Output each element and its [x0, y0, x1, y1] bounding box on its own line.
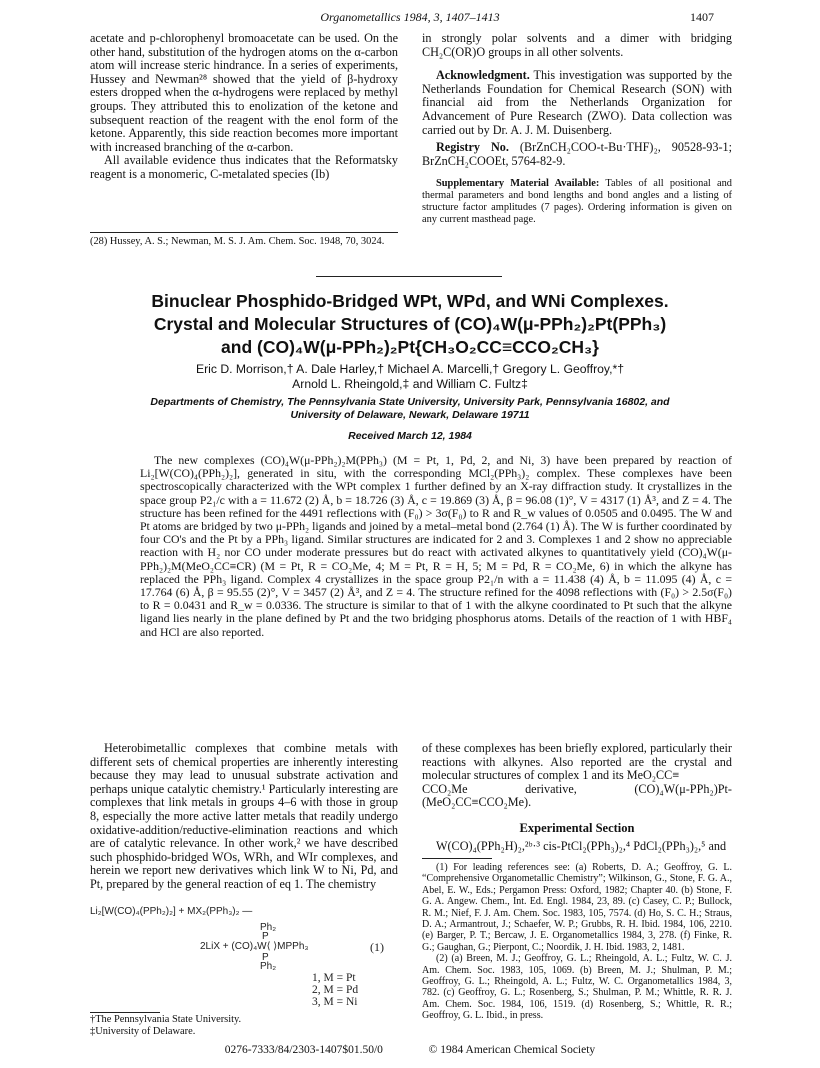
compound-1: 1, M = Pt	[312, 972, 356, 984]
footnote-28: (28) Hussey, A. S.; Newman, M. S. J. Am. Chem. Soc. 1948, 70, 3024.	[90, 236, 385, 247]
ack-heading: Acknowledgment.	[436, 68, 530, 83]
paragraph: of these complexes has been briefly explored, particularly their reactions with alkynes. Also reported are the crystal and molecular structures of complex 1 and its MeO₂CC≡	[422, 741, 732, 783]
scheme-ph2-top: Ph₂	[260, 922, 277, 933]
registry-heading: Registry No.	[436, 140, 509, 155]
footer	[0, 1044, 820, 1056]
affiliations	[80, 396, 740, 422]
abstract	[140, 454, 732, 639]
text: CCO₂Me	[422, 781, 468, 796]
scheme-p-bot: P	[262, 952, 269, 963]
compound-2: 2, M = Pd	[312, 984, 359, 996]
text: (CO)₄W(μ-PPh₂)Pt-	[634, 781, 732, 796]
authors-line-1: Eric D. Morrison,† A. Dale Harley,† Michael A. Marcelli,† Gregory L. Geoffroy,*†	[195, 362, 625, 376]
top-right-column	[422, 32, 732, 226]
copyright: © 1984 American Chemical Society	[428, 1044, 596, 1056]
title-line-2: Crystal and Molecular Structures of (CO)₄W(μ-PPh₂)₂Pt(PPh₃)	[153, 314, 667, 334]
footnote-psu: †The Pennsylvania State University.	[90, 1014, 242, 1025]
experimental-text: W(CO)₄(PPh₂H)₂,²ᵇ·³ cis-PtCl₂(PPh₃)₂,⁴ PdCl₂(PPh₃)₂,⁵ and	[436, 838, 727, 853]
compound-list	[312, 972, 358, 1008]
acknowledgment	[422, 69, 732, 137]
paragraph-line: (MeO₂CC≡CCO₂Me).	[422, 795, 532, 810]
experimental-heading: Experimental Section	[519, 820, 635, 835]
affil-line-2: University of Delaware, Newark, Delaware 19711	[290, 409, 530, 421]
article-title	[60, 290, 760, 359]
paragraph: All available evidence thus indicates that the Reformatsky reagent is a monomeric, C-metalated species (Ib)	[90, 153, 398, 181]
ack-text: This investigation was supported by the Netherlands Foundation for Chemical Research (SON) with financial aid from the Netherlands Organization for Advancement of Pure Research (ZWO). Data collection was carried out by Dr. A. J. M. Duisenberg.	[422, 68, 732, 137]
scheme-p-top: P	[262, 931, 269, 942]
title-line-1: Binuclear Phosphido-Bridged WPt, WPd, and WNi Complexes.	[151, 291, 669, 311]
intro-paragraph: Heterobimetallic complexes that combine metals with different sets of chemical properties are inherently interesting because they may lead to unusual substrate activation and perhaps unique catalytic chemistry.¹ Particularly interesting are complexes that link metals in groups 4–6 with those in group 8, especially the more active latter metals that readily undergo oxidative-addition/reductive-elimination reactions and which are of catalytic relevance. In other work,² we have described such phosphido-bridged WOs, WRh, and WIr complexes, and herein we report new derivatives which link W to Ni, Pd, and Pt, prepared by the general reaction of eq 1. The chemistry	[90, 741, 398, 891]
scheme-products: 2LiX + (CO)₄W⟨ ⟩MPPh₃	[200, 941, 309, 952]
body-right-column	[422, 742, 732, 853]
registry	[422, 141, 732, 168]
paragraph: in strongly polar solvents and a dimer with bridging CH₂C(OR)O groups in all other solvents.	[422, 31, 732, 59]
authors-line-2: Arnold L. Rheingold,‡ and William C. Fultz‡	[292, 377, 528, 391]
paragraph: acetate and p-chlorophenyl bromoacetate can be used. On the other hand, substitution of the hydrogen atoms on the α-carbon atom will increase steric hindrance. In a series of experiments, Hussey and Newman²⁸ showed that the yield of β-hydroxy esters dropped when the α-hydrogens were replaced by methyl groups. They attributed this to enolization of the ketone and subsequent reaction of the reagent with the enol form of the ketone. Apparently, this side reaction becomes more important with increased branching of the α-carbon.	[90, 31, 398, 154]
reference-2: (2) (a) Breen, M. J.; Geoffroy, G. L.; Rheingold, A. L.; Fultz, W. C. J. Am. Chem. Soc. 1983, 105, 1069. (b) Breen, M. J.; Shulman, P. M.; Geoffroy, G. L.; Rheingold, A. L.; Fultz, W. C. Organometallics 1984, 3, 782. (c) Geoffroy, G. L.; Rosenberg, S.; Shulman, P. M.; Whittle, R. R. J. Am. Chem. Soc. 1984, 106, 1519. (d) Rosenberg, S.; Whittle, R. R.; Geoffroy, G. L. Ibid., in press.	[422, 953, 732, 1022]
received-date: Received March 12, 1984	[348, 430, 472, 442]
reference-1: (1) For leading references see: (a) Roberts, D. A.; Geoffroy, G. L. “Comprehensive Organometallic Chemistry”; Wilkinson, G., Stone, F. G. A., Abel, E. W., Eds.; Pergamon Press: Oxford, 1982; Chapter 40. (b) Stone, F. G. A. Angew. Chem., Int. Ed. Engl. 1984, 23, 89. (c) Casey, C. P.; Bullock, R. M.; Nief, F. J. Am. Chem. Soc. 1983, 105, 7574. (d) Ho, S. C. H.; Straus, D. A.; Armantrout, J.; Schaefer, W. P.; Grubbs, R. H. Ibid. 1984, 106, 2210. (e) Barger, P. T.; Bercaw, J. E. Organometallics 1984, 3, 278. (f) Finke, R. G.; Gaughan, G.; Pierpont, C.; Noordik, J. H. Ibid. 1983, 2, 1481.	[422, 862, 732, 953]
title-line-3: and (CO)₄W(μ-PPh₂)₂Pt{CH₃O₂CC≡CCO₂CH₃}	[221, 337, 599, 357]
journal-header: Organometallics 1984, 3, 1407–1413	[320, 10, 500, 24]
references	[422, 862, 732, 1022]
article-divider	[316, 276, 502, 277]
footnote-rule	[422, 858, 492, 859]
equation-number: (1)	[370, 940, 384, 954]
footnote-rule	[90, 1012, 160, 1013]
compound-3: 3, M = Ni	[312, 996, 358, 1008]
page-number: 1407	[690, 10, 714, 24]
price-code: 0276-7333/84/2303-1407$01.50/0	[224, 1044, 383, 1056]
supplementary	[422, 178, 732, 226]
scheme-reactants: Li₂[W(CO)₄(PPh₂)₂] + MX₂(PPh₃)₂ —	[90, 906, 253, 917]
scheme-ph2-bot: Ph₂	[260, 961, 277, 972]
footnote-delaware: ‡University of Delaware.	[90, 1026, 196, 1037]
abstract-text: The new complexes (CO)₄W(μ-PPh₂)₂M(PPh₃) (M = Pt, 1, Pd, 2, and Ni, 3) have been prepared by reaction of Li₂[W(CO)₄(PPh₂)₂], generated in situ, with the corresponding MCl₂(PPh₃)₂ complex. These complexes have been spectroscopically characterized with the WPt complex 1 further defined by an X-ray diffraction study. It crystallizes in the space group P2₁/c with a = 11.672 (2) Å, b = 18.726 (3) Å, c = 19.869 (3) Å, β = 96.08 (1)°, V = 4317 (1) Å³, and Z = 4. The structure has been refined for the 4491 reflections with (F₀) > 3σ(F₀) to R and R_w values of 0.0505 and 0.0495. The W and Pt atoms are bridged by two μ-PPh₂ ligands and joined by a metal–metal bond (2.764 (1) Å). The W is further coordinated by four CO's and the Pt by a PPh₃ ligand. Similar structures are indicated for 2 and 3. Complexes 1 and 2 show no appreciable reaction with H₂ nor CO under moderate pressures but do react with activated alkynes to quantitatively yield (CO)₄W(μ-PPh₂)₂M(MeO₂CC≡CR) (M = Pt, R = CO₂Me, 4; M = Pt, R = H, 5; M = Pd, R = CO₂Me, 6) in which the alkyne has replaced the PPh₃ ligand. Complex 4 crystallizes in the space group P2₁/n with a = 11.438 (4) Å, b = 11.095 (4) Å, c = 17.764 (6) Å, β = 95.55 (2)°, V = 3457 (2) Å³, and Z = 4. The structure refined for the 4098 reflections with (F₀) > 2.5σ(F₀) to R = 0.0431 and R_w = 0.0336. The structure is similar to that of 1 with the alkyne coordinated to Pt such that the alkyne ligand lies nearly in the plane defined by Pt and the two bridging phosphorus atoms. Details of the reaction of 1 with HBF₄ and HCl are also reported.	[140, 453, 732, 639]
body-left-column	[90, 742, 398, 892]
author-footnotes	[90, 1014, 398, 1038]
supp-heading: Supplementary Material Available:	[436, 178, 600, 190]
top-left-column	[90, 32, 398, 182]
authors	[60, 362, 760, 392]
paragraph-line	[422, 783, 732, 797]
affil-line-1: Departments of Chemistry, The Pennsylvania State University, University Park, Pennsylvania 16802, and	[150, 396, 670, 408]
supp-text: Tables of all positional and thermal parameters and bond lengths and bond angles and a listing of structure factor amplitudes (7 pages). Ordering information is given on any current masthead page.	[422, 178, 732, 226]
registry-text: (BrZnCH₂COO-t-Bu·THF)₂, 90528-93-1; BrZnCH₂COOEt, 5764-82-9.	[422, 140, 732, 168]
text: derivative,	[525, 781, 577, 796]
footnote-rule	[90, 232, 398, 233]
reaction-scheme	[90, 906, 398, 1006]
